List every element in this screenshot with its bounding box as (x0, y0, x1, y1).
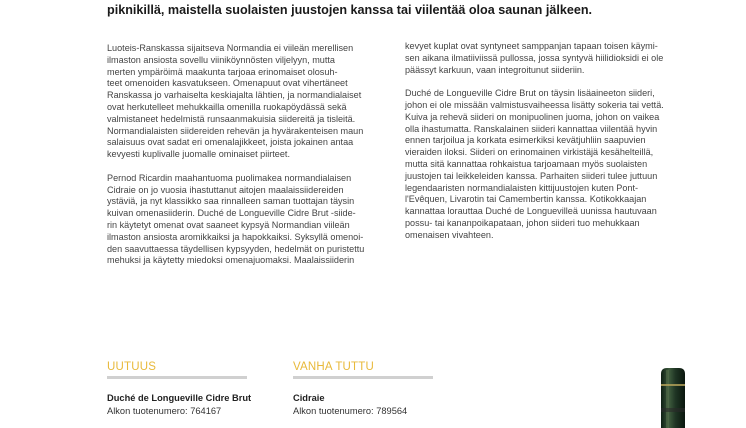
text-line: mutta sitä kannattaa rohkaistua tarjoamaan myös suolaisten (405, 158, 648, 169)
text-line: l'Evêquen, Livarotin tai Camembertin kanssa. Kotikokkaajan (405, 194, 647, 205)
old-product-section (293, 361, 433, 416)
left-paragraph-1 (107, 43, 397, 161)
text-line: kevyesti kuplivalle juomalle ominaiset piirteet. (107, 149, 290, 160)
right-paragraph-2 (405, 88, 695, 241)
text-line: possu- tai kananpoikapataan, johon siideri tuo mehukkaan (405, 217, 640, 228)
text-line: Pernod Ricardin maahantuoma puolimakea normandialaisen (107, 172, 352, 183)
text-line: Luoteis-Ranskassa sijaitseva Normandia ei viileän merellisen (107, 43, 354, 53)
section-divider (293, 376, 433, 379)
old-product-heading: VANHA TUTTU (293, 361, 375, 373)
text-line: ovat herkutelleet mehukkailla omenilla ruokapöydässä sekä (107, 101, 347, 112)
left-paragraph-2 (107, 173, 397, 267)
text-line: päässyt karkuun, vaan integroitunut siideriin. (405, 64, 585, 75)
new-product-heading: UUTUUS (107, 361, 157, 373)
old-product-name: Cidraie (293, 393, 325, 403)
bottle-image (657, 368, 689, 428)
text-line: legendaaristen normandialaisten kittijuustojen kuten Pont- (405, 182, 639, 193)
left-column (107, 43, 397, 279)
new-product-section (107, 361, 252, 416)
new-product-name: Duché de Longueville Cidre Brut (107, 393, 252, 403)
text-line: ystäviä, ja nyt klassikko saa rinnalleen saman tuottajan täysin (107, 196, 355, 207)
text-line: ennen tarjoilua ja korkata esimerkiksi kevätjuhliin saapuvien (405, 135, 646, 146)
text-line: sen aikana ilmatiiviissä pullossa, jossa syntyvä hiilidioksidi ei ole (405, 52, 664, 63)
text-line: johon ei ole missään valmistusvaiheessa lisätty sokeria tai vettä. (405, 99, 664, 110)
text-line: Kuiva ja rehevä siideri on monipuolinen juoma, johon on vaikea (405, 111, 660, 122)
text-line: kevyet kuplat ovat syntyneet samppanjan tapaan toisen käymi- (405, 41, 658, 51)
lead-paragraph: piknikillä, maistella suolaisten juustojen kanssa tai viilentää oloa saunan jälkeen. (107, 3, 593, 17)
text-line: rin käytetyt omenat ovat saaneet kypsyä Normandian viileän (107, 219, 350, 230)
section-divider (107, 376, 247, 379)
text-line: Ranskassa jo varhaiselta keskiajalta lähtien, ja normandialaiset (107, 90, 362, 101)
right-column (405, 41, 695, 253)
text-line: merten ympäröimä maakunta tarjoaa erinomaiset olosuh- (107, 66, 338, 77)
text-line: ilmaston ansiosta aromikkaiksi ja hapokkaiksi. Syksyllä omenoi- (107, 231, 364, 242)
text-line: omenaisen vivahteen. (405, 229, 494, 240)
text-line: olla ihastumatta. Ranskalainen siideri kannattaa viilentää hyvin (405, 123, 658, 134)
text-line: juustojen tai leikkeleiden kanssa. Parhaiten siideri tulee juttuun (405, 170, 658, 181)
text-line: teet omenoiden kasvatukseen. Omenapuut ovat vihertäneet (107, 78, 348, 89)
text-line: kuivan omenasiiderin. Duché de Longueville Cidre Brut -siide- (107, 208, 356, 219)
text-line: ilmaston ansiosta sovellu viiniköynnösten viljelyyn, mutta (107, 54, 335, 65)
text-line: Duché de Longueville Cidre Brut on täysin lisäaineeton siideri, (405, 88, 655, 99)
old-product-number: Alkon tuotenumero: 789564 (293, 406, 408, 416)
text-line: valmistaneet hedelmistä runsaanmakuisia siidereitä ja tisleitä. (107, 113, 356, 124)
text-line: Cidraie on jo vuosia ihastuttanut aitojen maalaissiidereiden (107, 184, 344, 195)
text-line: kannattaa lorauttaa Duché de Longuevilleä uunissa hautuvaan (405, 206, 657, 217)
right-paragraph-1 (405, 41, 695, 76)
text-line: vieraiden iloksi. Siideri on erinomainen virkistäjä kesähelteillä, (405, 147, 654, 158)
new-product-number: Alkon tuotenumero: 764167 (107, 406, 222, 416)
text-line: Normandialaisten siidereiden rehevän ja hyvärakenteisen maun (107, 125, 364, 136)
text-line: mehuksi ja käytetty miedoksi omenajuomaksi. Maalaissiiderin (107, 255, 355, 266)
text-line: salaisuus ovat sadat eri omenalajikkeet, joista jokainen antaa (107, 137, 354, 148)
text-line: den saavuttaessa täydellisen kypsyyden, hedelmät on puristettu (107, 243, 365, 254)
